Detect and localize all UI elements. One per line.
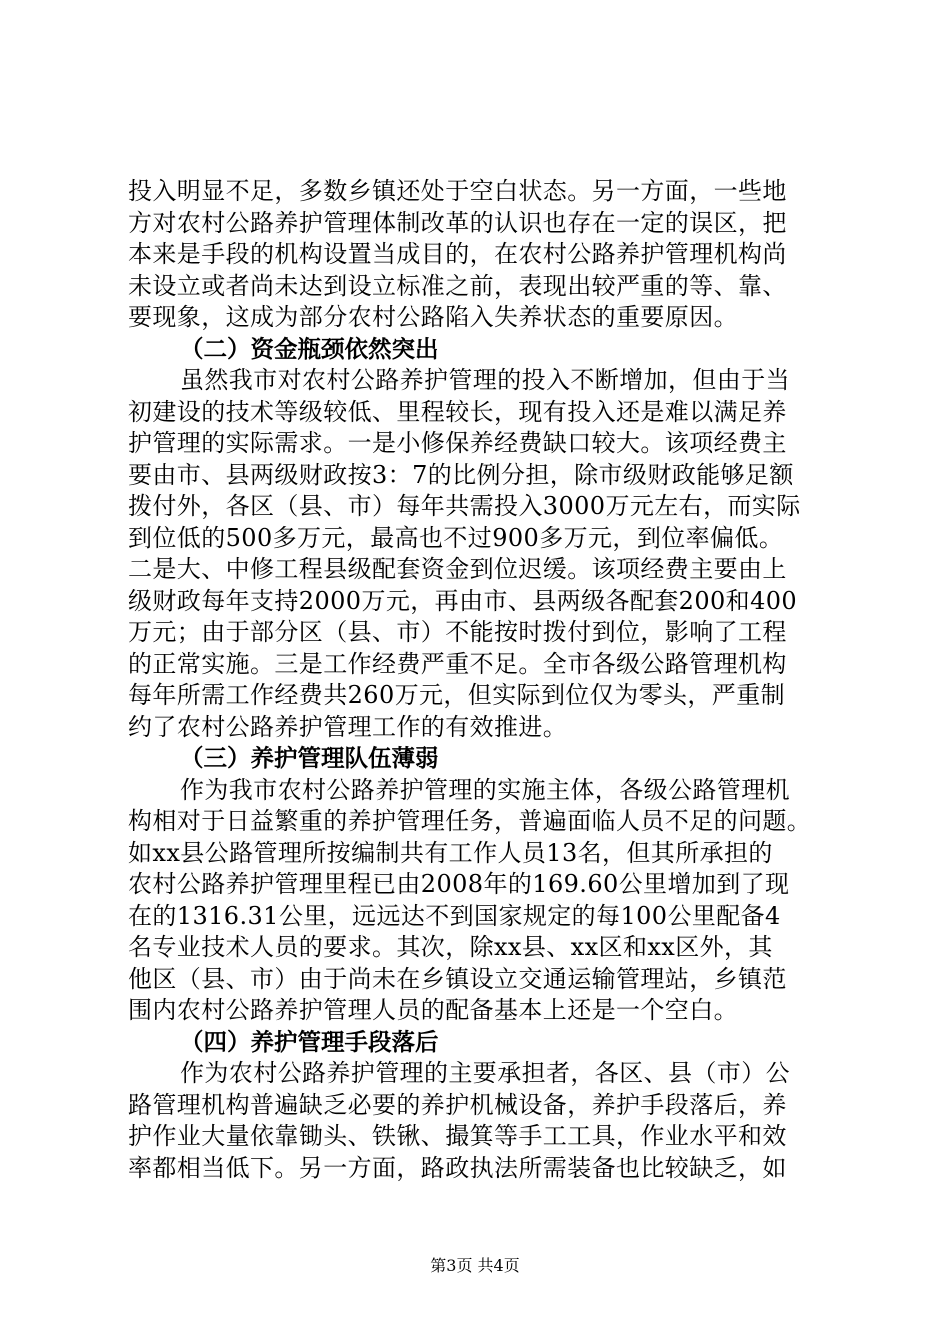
section-heading: （三）养护管理队伍薄弱 <box>180 744 439 772</box>
paragraph-line: 如xx县公路管理所按编制共有工作人员13名，但其所承担的 <box>128 838 773 867</box>
paragraph-line: 农村公路养护管理里程已由2008年的169.60公里增加到了现 <box>128 870 790 898</box>
paragraph-line: 构相对于日益繁重的养护管理任务，普遍面临人员不足的问题。 <box>128 807 812 835</box>
paragraph-line: 万元；由于部分区（县、市）不能按时拨付到位，影响了工程 <box>128 618 787 646</box>
section-heading: （四）养护管理手段落后 <box>180 1027 439 1056</box>
paragraph-line: 围内农村公路养护管理人员的配备基本上还是一个空白。 <box>128 996 738 1024</box>
paragraph-line: 率都相当低下。另一方面，路政执法所需装备也比较缺乏，如 <box>128 1153 787 1182</box>
paragraph-line: 在的1316.31公里，远远达不到国家规定的每100公里配备4 <box>128 901 781 930</box>
paragraph-line: 路管理机构普遍缺乏必要的养护机械设备，养护手段落后，养 <box>128 1090 787 1119</box>
paragraph-line: 本来是手段的机构设置当成目的，在农村公路养护管理机构尚 <box>128 240 787 268</box>
paragraph-line: 的正常实施。三是工作经费严重不足。全市各级公路管理机构 <box>128 649 787 678</box>
body-text <box>128 176 828 1184</box>
paragraph-line: 级财政每年支持2000万元，再由市、县两级各配套200和400 <box>128 586 798 615</box>
paragraph-line: 每年所需工作经费共260万元，但实际到位仅为零头，严重制 <box>128 681 786 709</box>
paragraph-line: 未设立或者尚未达到设立标准之前，表现出较严重的等、靠、 <box>128 271 787 300</box>
paragraph-line: 要由市、县两级财政按3：7的比例分担，除市级财政能够足额 <box>128 460 794 489</box>
paragraph-line: 初建设的技术等级较低、里程较长，现有投入还是难以满足养 <box>128 397 787 426</box>
paragraph-line: 护管理的实际需求。一是小修保养经费缺口较大。该项经费主 <box>128 429 787 457</box>
section-heading: （二）资金瓶颈依然突出 <box>180 334 439 363</box>
paragraph-line: 名专业技术人员的要求。其次，除xx县、xx区和xx区外，其 <box>128 933 773 961</box>
paragraph-first-line: 虽然我市对农村公路养护管理的投入不断增加，但由于当 <box>180 366 790 394</box>
paragraph-line: 二是大、中修工程县级配套资金到位迟缓。该项经费主要由上 <box>128 555 787 583</box>
paragraph-first-line: 作为我市农村公路养护管理的实施主体，各级公路管理机 <box>180 775 790 804</box>
paragraph-line: 方对农村公路养护管理体制改革的认识也存在一定的误区，把 <box>128 208 787 237</box>
paragraph-line: 投入明显不足，多数乡镇还处于空白状态。另一方面，一些地 <box>128 177 787 205</box>
paragraph-line: 要现象，这成为部分农村公路陷入失养状态的重要原因。 <box>128 303 738 331</box>
paragraph-first-line: 作为农村公路养护管理的主要承担者，各区、县（市）公 <box>180 1059 790 1087</box>
paragraph-line: 到位低的500多万元，最高也不过900多万元，到位率偏低。 <box>128 523 784 552</box>
page-footer: 第3页 共4页 <box>430 1256 520 1275</box>
paragraph-line: 约了农村公路养护管理工作的有效推进。 <box>128 712 568 741</box>
paragraph-line: 他区（县、市）由于尚未在乡镇设立交通运输管理站，乡镇范 <box>128 964 787 993</box>
paragraph-line: 拨付外，各区（县、市）每年共需投入3000万元左右，而实际 <box>128 492 801 520</box>
paragraph-line: 护作业大量依靠锄头、铁锹、撮箕等手工工具，作业水平和效 <box>128 1122 787 1150</box>
